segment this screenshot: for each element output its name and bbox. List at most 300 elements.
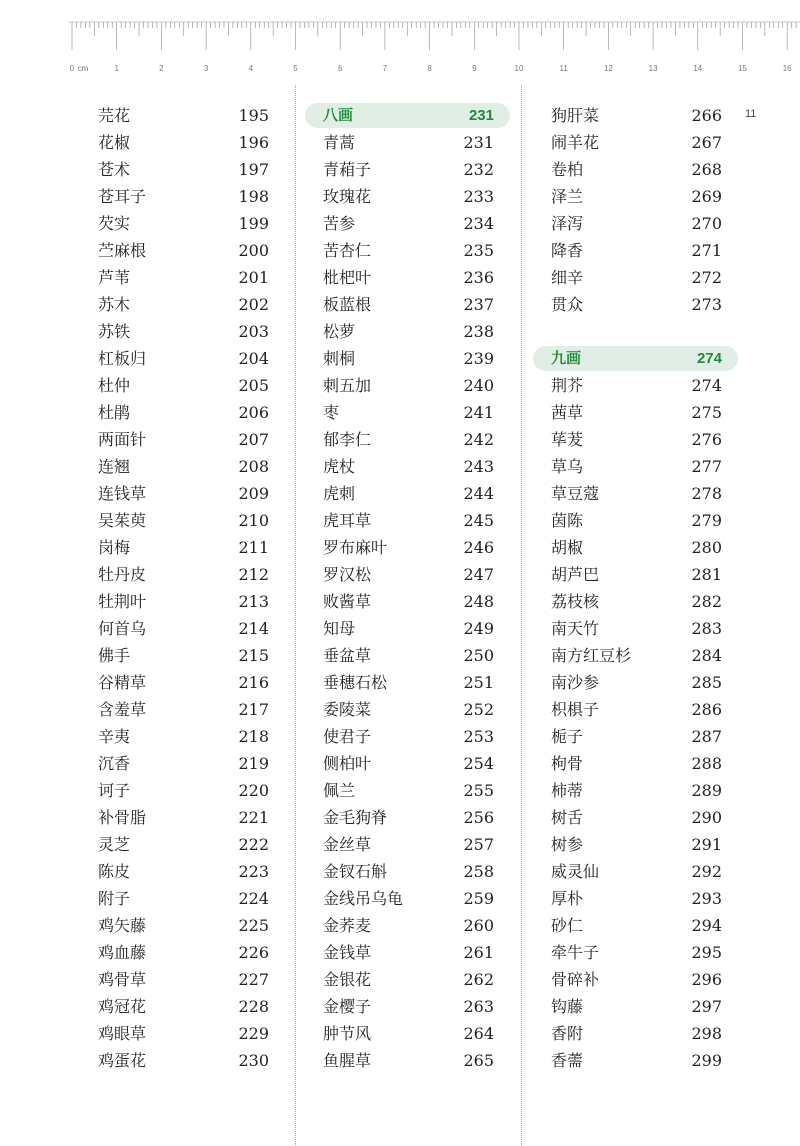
index-entry	[305, 966, 510, 993]
entry-page: 283	[691, 619, 722, 638]
index-entry	[305, 183, 510, 210]
entry-page: 223	[238, 862, 269, 881]
index-entry	[533, 912, 738, 939]
entry-name: 威灵仙	[551, 862, 600, 881]
index-entry	[533, 993, 738, 1020]
entry-page: 249	[463, 619, 494, 638]
index-entry	[98, 507, 269, 534]
entry-page: 284	[691, 646, 722, 665]
entry-page: 274	[691, 376, 722, 395]
entry-page: 296	[691, 970, 722, 989]
index-entry	[533, 372, 738, 399]
index-entry	[305, 777, 510, 804]
entry-page: 275	[691, 403, 722, 422]
entry-page: 205	[238, 376, 269, 395]
entry-name: 杠板归	[98, 349, 147, 368]
entry-page: 227	[238, 970, 269, 989]
entry-page: 282	[691, 592, 722, 611]
entry-name: 牵牛子	[551, 943, 600, 962]
entry-name: 骨碎补	[551, 970, 600, 989]
entry-name: 香附	[551, 1024, 584, 1043]
entry-page: 259	[463, 889, 494, 908]
index-entry	[98, 183, 269, 210]
index-entry	[305, 210, 510, 237]
entry-name: 青蒿	[323, 133, 356, 152]
index-entry	[98, 102, 269, 129]
index-entry	[98, 291, 269, 318]
entry-page: 226	[238, 943, 269, 962]
entry-page: 258	[463, 862, 494, 881]
entry-page: 222	[238, 835, 269, 854]
index-entry	[305, 453, 510, 480]
ruler-label: 9	[472, 64, 477, 73]
entry-page: 239	[463, 349, 494, 368]
entry-page: 263	[463, 997, 494, 1016]
entry-name: 降香	[551, 241, 584, 260]
entry-name: 南天竹	[551, 619, 600, 638]
section-header-nine-strokes	[533, 346, 738, 371]
index-entry	[305, 696, 510, 723]
entry-page: 280	[691, 538, 722, 557]
index-entry	[98, 858, 269, 885]
index-entry	[533, 156, 738, 183]
entry-page: 291	[691, 835, 722, 854]
entry-name: 败酱草	[323, 592, 372, 611]
ruler-label: 0	[69, 64, 75, 73]
index-entry	[533, 183, 738, 210]
entry-name: 苎麻根	[98, 241, 147, 260]
entry-name: 连翘	[98, 457, 131, 476]
entry-page: 251	[463, 673, 494, 692]
index-entry	[305, 507, 510, 534]
index-entry	[98, 561, 269, 588]
entry-name: 荔枝核	[551, 592, 600, 611]
entry-page: 286	[691, 700, 722, 719]
index-entry	[533, 966, 738, 993]
index-entry	[98, 993, 269, 1020]
entry-name: 罗汉松	[323, 565, 372, 584]
entry-name: 两面针	[98, 430, 147, 449]
index-entry	[305, 1020, 510, 1047]
entry-name: 垂穗石松	[323, 673, 388, 692]
entry-page: 299	[691, 1051, 722, 1070]
index-entry	[305, 291, 510, 318]
section-page: 274	[696, 350, 722, 367]
entry-page: 278	[691, 484, 722, 503]
entry-name: 金丝草	[323, 835, 372, 854]
ruler-label: 11	[559, 64, 568, 73]
index-entry	[305, 804, 510, 831]
ruler-label: 8	[427, 64, 432, 73]
ruler-label: 10	[514, 64, 524, 73]
entry-name: 贯众	[551, 295, 584, 314]
index-entry	[533, 210, 738, 237]
entry-page: 292	[691, 862, 722, 881]
index-entry	[533, 1020, 738, 1047]
index-entry	[533, 480, 738, 507]
ruler	[0, 0, 800, 90]
ruler-label: 7	[382, 64, 388, 73]
entry-name: 枸骨	[551, 754, 584, 773]
entry-page: 262	[463, 970, 494, 989]
index-entry	[305, 588, 510, 615]
entry-name: 苦参	[323, 214, 356, 233]
index-entry	[533, 1047, 738, 1074]
entry-name: 鸡骨草	[98, 970, 147, 989]
entry-name: 金毛狗脊	[323, 808, 388, 827]
entry-page: 197	[238, 160, 269, 179]
entry-page: 295	[691, 943, 722, 962]
entry-name: 泽兰	[551, 187, 584, 206]
index-entry	[305, 399, 510, 426]
entry-name: 苏铁	[98, 322, 131, 341]
entry-name: 枳椇子	[551, 700, 600, 719]
index-entry	[98, 615, 269, 642]
entry-page: 252	[463, 700, 494, 719]
entry-name: 委陵菜	[323, 700, 372, 719]
index-entry	[98, 156, 269, 183]
entry-name: 芡实	[98, 214, 131, 233]
entry-name: 牡丹皮	[98, 565, 147, 584]
entry-name: 辛夷	[98, 727, 131, 746]
entry-name: 胡椒	[551, 538, 584, 557]
entry-page: 271	[691, 241, 722, 260]
entry-name: 鸡冠花	[98, 997, 147, 1016]
index-entry	[98, 534, 269, 561]
index-entry	[305, 750, 510, 777]
entry-page: 225	[238, 916, 269, 935]
entry-page: 246	[463, 538, 494, 557]
entry-page: 207	[238, 430, 269, 449]
index-entry	[305, 264, 510, 291]
index-entry	[305, 615, 510, 642]
entry-name: 胡芦巴	[551, 565, 600, 584]
entry-page: 209	[238, 484, 269, 503]
entry-name: 砂仁	[551, 916, 584, 935]
index-entry	[305, 993, 510, 1020]
ruler-ticks	[0, 0, 800, 62]
entry-page: 228	[238, 997, 269, 1016]
entry-page: 236	[463, 268, 494, 287]
index-entry	[533, 723, 738, 750]
entry-name: 垂盆草	[323, 646, 372, 665]
index-entry	[305, 1047, 510, 1074]
entry-page: 260	[463, 916, 494, 935]
entry-page: 245	[463, 511, 494, 530]
index-entry	[305, 561, 510, 588]
entry-name: 沉香	[98, 754, 131, 773]
entry-page: 269	[691, 187, 722, 206]
entry-name: 枣	[323, 403, 340, 422]
entry-page: 203	[238, 322, 269, 341]
entry-page: 231	[463, 133, 494, 152]
ruler-label: 3	[203, 64, 209, 73]
entry-name: 岗梅	[98, 538, 131, 557]
entry-page: 294	[691, 916, 722, 935]
entry-page: 298	[691, 1024, 722, 1043]
index-entry	[305, 372, 510, 399]
index-entry	[305, 642, 510, 669]
section-header-eight-strokes	[305, 103, 510, 128]
index-entry	[533, 264, 738, 291]
index-entry	[98, 372, 269, 399]
entry-name: 柿蒂	[551, 781, 584, 800]
index-entry	[533, 804, 738, 831]
entry-page: 215	[238, 646, 269, 665]
index-entry	[533, 696, 738, 723]
entry-page: 230	[238, 1051, 269, 1070]
entry-name: 金钱草	[323, 943, 372, 962]
entry-page: 201	[238, 268, 269, 287]
entry-name: 南沙参	[551, 673, 600, 692]
ruler-label: 6	[337, 64, 343, 73]
entry-name: 虎耳草	[323, 511, 372, 530]
section-gap	[533, 318, 738, 345]
index-entry	[533, 939, 738, 966]
index-entry	[305, 480, 510, 507]
entry-name: 苦杏仁	[323, 241, 372, 260]
section-title: 九画	[551, 350, 582, 367]
index-entry	[98, 426, 269, 453]
index-entry	[305, 426, 510, 453]
index-entry	[98, 210, 269, 237]
ruler-label: 12	[603, 64, 613, 73]
index-entry	[305, 129, 510, 156]
ruler-unit: cm	[77, 64, 89, 73]
index-entry	[98, 345, 269, 372]
entry-name: 知母	[323, 619, 356, 638]
entry-name: 使君子	[323, 727, 372, 746]
entry-name: 刺五加	[323, 376, 372, 395]
entry-page: 279	[691, 511, 722, 530]
ruler-label: 2	[159, 64, 164, 73]
entry-page: 265	[463, 1051, 494, 1070]
index-entry	[305, 912, 510, 939]
index-entry	[98, 669, 269, 696]
entry-name: 罗布麻叶	[323, 538, 388, 557]
entry-page: 288	[691, 754, 722, 773]
entry-page: 218	[238, 727, 269, 746]
entry-name: 香薷	[551, 1051, 584, 1070]
index-entry	[98, 1047, 269, 1074]
entry-name: 南方红豆杉	[551, 646, 632, 665]
entry-name: 牡荆叶	[98, 592, 147, 611]
ruler-label: 16	[782, 64, 792, 73]
entry-page: 234	[463, 214, 494, 233]
ruler-label: 1	[114, 64, 119, 73]
entry-page: 229	[238, 1024, 269, 1043]
index-entry	[533, 777, 738, 804]
entry-name: 佛手	[98, 646, 131, 665]
index-entry	[533, 885, 738, 912]
index-entry	[305, 669, 510, 696]
entry-name: 虎杖	[323, 457, 356, 476]
ruler-label: 4	[248, 64, 254, 73]
entry-page: 272	[691, 268, 722, 287]
entry-page: 195	[238, 106, 269, 125]
entry-name: 连钱草	[98, 484, 147, 503]
entry-page: 235	[463, 241, 494, 260]
ruler-label: 14	[693, 64, 703, 73]
entry-name: 狗肝菜	[551, 106, 600, 125]
index-entry	[98, 750, 269, 777]
section-page: 231	[468, 107, 494, 124]
entry-page: 289	[691, 781, 722, 800]
entry-page: 198	[238, 187, 269, 206]
entry-name: 树参	[551, 835, 584, 854]
ruler-label: 5	[293, 64, 298, 73]
entry-name: 杜仲	[98, 376, 131, 395]
index-entry	[305, 345, 510, 372]
entry-page: 276	[691, 430, 722, 449]
entry-page: 232	[463, 160, 494, 179]
index-entry	[533, 561, 738, 588]
entry-name: 诃子	[98, 781, 131, 800]
entry-name: 茜草	[551, 403, 584, 422]
index-entry	[98, 237, 269, 264]
entry-name: 板蓝根	[323, 295, 372, 314]
index-entry	[305, 858, 510, 885]
index-entry	[98, 696, 269, 723]
entry-page: 247	[463, 565, 494, 584]
index-entry	[533, 399, 738, 426]
entry-name: 刺桐	[323, 349, 356, 368]
entry-name: 郁李仁	[323, 430, 372, 449]
index-entry	[533, 102, 738, 129]
entry-name: 细辛	[551, 268, 584, 287]
index-column-3	[533, 102, 738, 1074]
ruler-label: 15	[738, 64, 747, 73]
entry-page: 240	[463, 376, 494, 395]
entry-name: 荜茇	[551, 430, 584, 449]
index-entry	[305, 237, 510, 264]
entry-name: 玫瑰花	[323, 187, 372, 206]
index-entry	[98, 642, 269, 669]
entry-page: 212	[238, 565, 269, 584]
index-entry	[98, 399, 269, 426]
entry-page: 248	[463, 592, 494, 611]
entry-name: 灵芝	[98, 835, 131, 854]
index-entry	[98, 966, 269, 993]
entry-name: 芫花	[98, 106, 131, 125]
entry-page: 254	[463, 754, 494, 773]
entry-name: 含羞草	[98, 700, 147, 719]
entry-name: 吴茱萸	[98, 511, 147, 530]
entry-page: 238	[463, 322, 494, 341]
entry-name: 鸡蛋花	[98, 1051, 147, 1070]
index-entry	[98, 939, 269, 966]
entry-page: 293	[691, 889, 722, 908]
entry-page: 257	[463, 835, 494, 854]
entry-name: 金樱子	[323, 997, 372, 1016]
entry-name: 虎刺	[323, 484, 356, 503]
entry-name: 卷柏	[551, 160, 584, 179]
index-entry	[305, 885, 510, 912]
entry-page: 281	[691, 565, 722, 584]
entry-page: 220	[238, 781, 269, 800]
entry-page: 244	[463, 484, 494, 503]
index-entry	[305, 156, 510, 183]
index-entry	[98, 588, 269, 615]
entry-page: 214	[238, 619, 269, 638]
index-entry	[98, 129, 269, 156]
entry-page: 216	[238, 673, 269, 692]
entry-name: 何首乌	[98, 619, 147, 638]
entry-name: 肿节风	[323, 1024, 372, 1043]
entry-page: 253	[463, 727, 494, 746]
entry-page: 255	[463, 781, 494, 800]
entry-name: 草乌	[551, 457, 584, 476]
entry-name: 树舌	[551, 808, 584, 827]
index-entry	[98, 831, 269, 858]
entry-page: 200	[238, 241, 269, 260]
entry-page: 213	[238, 592, 269, 611]
entry-page: 199	[238, 214, 269, 233]
entry-page: 242	[463, 430, 494, 449]
entry-page: 217	[238, 700, 269, 719]
index-entry	[533, 642, 738, 669]
entry-name: 荆芥	[551, 376, 584, 395]
entry-name: 佩兰	[323, 781, 356, 800]
index-entry	[98, 264, 269, 291]
entry-page: 287	[691, 727, 722, 746]
entry-name: 茵陈	[551, 511, 584, 530]
entry-page: 270	[691, 214, 722, 233]
entry-name: 金钗石斛	[323, 862, 388, 881]
column-divider	[295, 85, 296, 1146]
entry-name: 松萝	[323, 322, 356, 341]
entry-page: 256	[463, 808, 494, 827]
entry-page: 250	[463, 646, 494, 665]
section-title: 八画	[323, 107, 354, 124]
entry-name: 苏木	[98, 295, 131, 314]
index-column-1	[98, 102, 269, 1074]
index-entry	[98, 723, 269, 750]
entry-name: 鸡眼草	[98, 1024, 147, 1043]
entry-page: 233	[463, 187, 494, 206]
entry-name: 侧柏叶	[323, 754, 372, 773]
entry-name: 花椒	[98, 133, 131, 152]
entry-page: 196	[238, 133, 269, 152]
index-entry	[98, 453, 269, 480]
entry-page: 297	[691, 997, 722, 1016]
index-entry	[533, 534, 738, 561]
entry-name: 补骨脂	[98, 808, 147, 827]
index-entry	[533, 615, 738, 642]
index-entry	[533, 669, 738, 696]
entry-page: 206	[238, 403, 269, 422]
entry-page: 210	[238, 511, 269, 530]
index-entry	[98, 318, 269, 345]
entry-page: 261	[463, 943, 494, 962]
entry-page: 264	[463, 1024, 494, 1043]
entry-name: 鱼腥草	[323, 1051, 372, 1070]
entry-page: 285	[691, 673, 722, 692]
entry-page: 224	[238, 889, 269, 908]
index-entry	[305, 831, 510, 858]
entry-name: 金银花	[323, 970, 372, 989]
entry-page: 273	[691, 295, 722, 314]
index-entry	[533, 507, 738, 534]
index-entry	[305, 723, 510, 750]
index-entry	[533, 831, 738, 858]
entry-page: 277	[691, 457, 722, 476]
entry-page: 267	[691, 133, 722, 152]
entry-name: 鸡血藤	[98, 943, 147, 962]
index-entry	[98, 1020, 269, 1047]
index-entry	[533, 291, 738, 318]
entry-page: 208	[238, 457, 269, 476]
